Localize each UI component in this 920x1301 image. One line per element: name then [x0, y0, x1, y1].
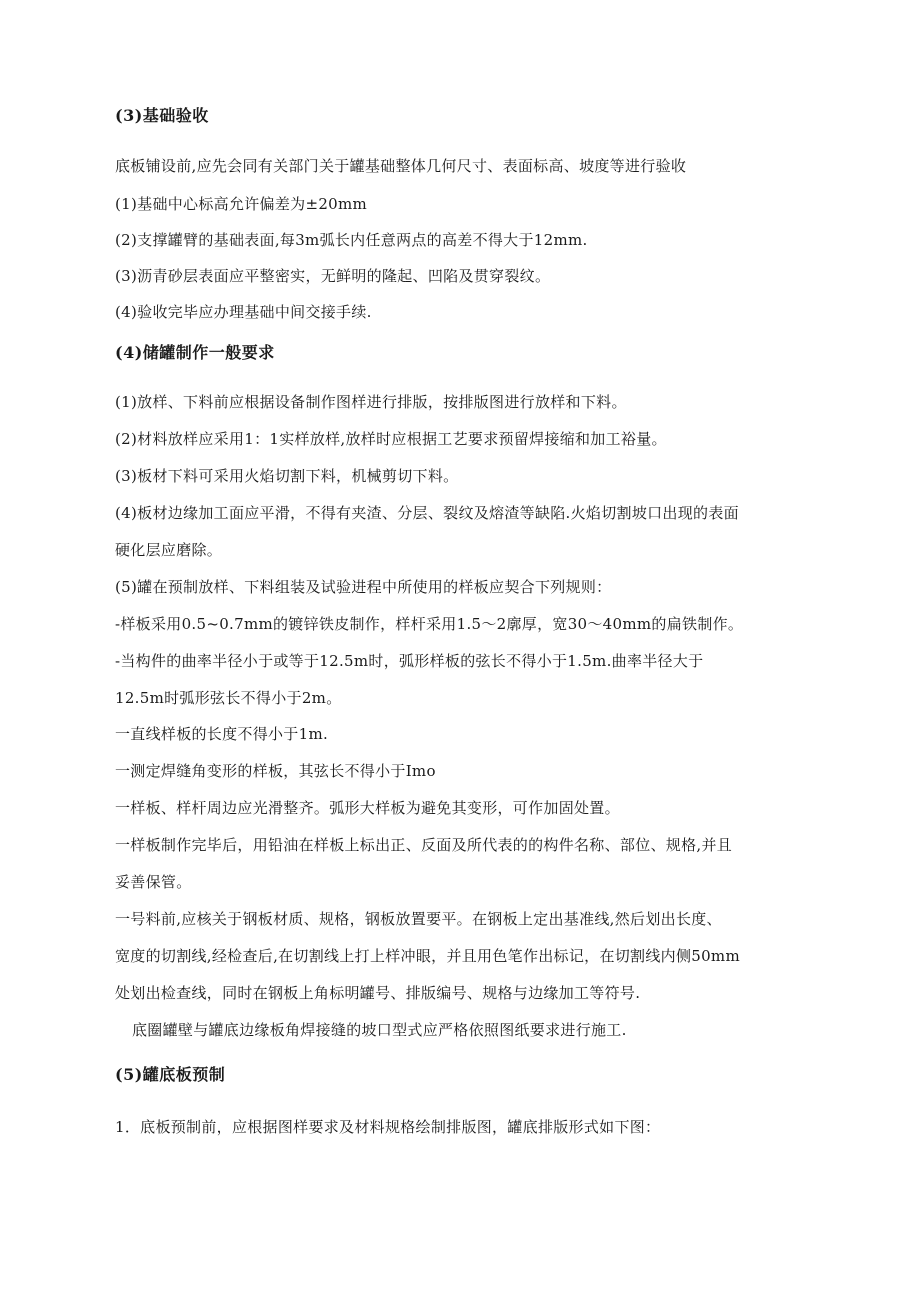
list-item: -当构件的曲率半径小于或等于12.5m时，弧形样板的弦长不得小于1.5m.曲率半径大于: [115, 652, 704, 670]
paragraph-line: 底板铺设前,应先会同有关部门关于罐基础整体几何尺寸、表面标高、坡度等进行验收: [115, 157, 687, 175]
list-item: (3)板材下料可采用火焰切割下料，机械剪切下料。: [115, 467, 459, 485]
paragraph-line: 12.5m时弧形弦长不得小于2m。: [115, 689, 342, 707]
section-heading-tank-bottom-prefabrication: (5)罐底板预制: [115, 1065, 226, 1084]
paragraph-line: 处划出检查线，同时在钢板上角标明罐号、排版编号、规格与边缘加工等符号.: [115, 984, 641, 1002]
paragraph-line: 硬化层应磨除。: [115, 541, 223, 559]
list-item: (4)验收完毕应办理基础中间交接手续.: [115, 303, 372, 321]
list-item: (1)放样、下料前应根据设备制作图样进行排版，按排版图进行放样和下料。: [115, 393, 627, 411]
list-item: 1．底板预制前，应根据图样要求及材料规格绘制排版图，罐底排版形式如下图：: [115, 1118, 661, 1136]
list-item: 一测定焊缝角变形的样板，其弦长不得小于Imo: [115, 762, 436, 780]
list-item: -样板采用0.5~0.7mm的镀锌铁皮制作，样杆采用1.5～2廓厚，宽30～40mm的扁铁制作。: [115, 615, 744, 633]
list-item: (4)板材边缘加工面应平滑，不得有夹渣、分层、裂纹及熔渣等缺陷.火焰切割坡口出现的表面: [115, 504, 739, 522]
paragraph-line: 底圈罐壁与罐底边缘板角焊接缝的坡口型式应严格依照图纸要求进行施工.: [132, 1021, 627, 1039]
list-item: 一样板、样杆周边应光滑整齐。弧形大样板为避免其变形，可作加固处置。: [115, 799, 620, 817]
list-item: (5)罐在预制放样、下料组装及试验进程中所使用的样板应契合下列规则：: [115, 578, 612, 596]
section-heading-foundation-acceptance: (3)基础验收: [115, 106, 209, 125]
section-heading-tank-fabrication: (4)储罐制作一般要求: [115, 343, 275, 362]
list-item: 一号料前,应核关于钢板材质、规格，钢板放置要平。在钢板上定出基准线,然后划出长度、: [115, 910, 722, 928]
list-item: (2)支撑罐臂的基础表面,每3m弧长内任意两点的高差不得大于12mm.: [115, 231, 588, 249]
list-item: 一样板制作完毕后，用铅油在样板上标出正、反面及所代表的的构件名称、部位、规格,并且: [115, 836, 733, 854]
paragraph-line: 宽度的切割线,经检查后,在切割线上打上样冲眼，并且用色笔作出标记，在切割线内侧50mm: [115, 947, 740, 965]
list-item: (2)材料放样应采用1：1实样放样,放样时应根据工艺要求预留焊接缩和加工裕量。: [115, 430, 667, 448]
list-item: (3)沥青砂层表面应平整密实，无鲜明的隆起、凹陷及贯穿裂纹。: [115, 267, 551, 285]
list-item: (1)基础中心标高允许偏差为±20mm: [115, 195, 368, 213]
list-item: 一直线样板的长度不得小于1m.: [115, 725, 329, 743]
paragraph-line: 妥善保管。: [115, 873, 192, 891]
